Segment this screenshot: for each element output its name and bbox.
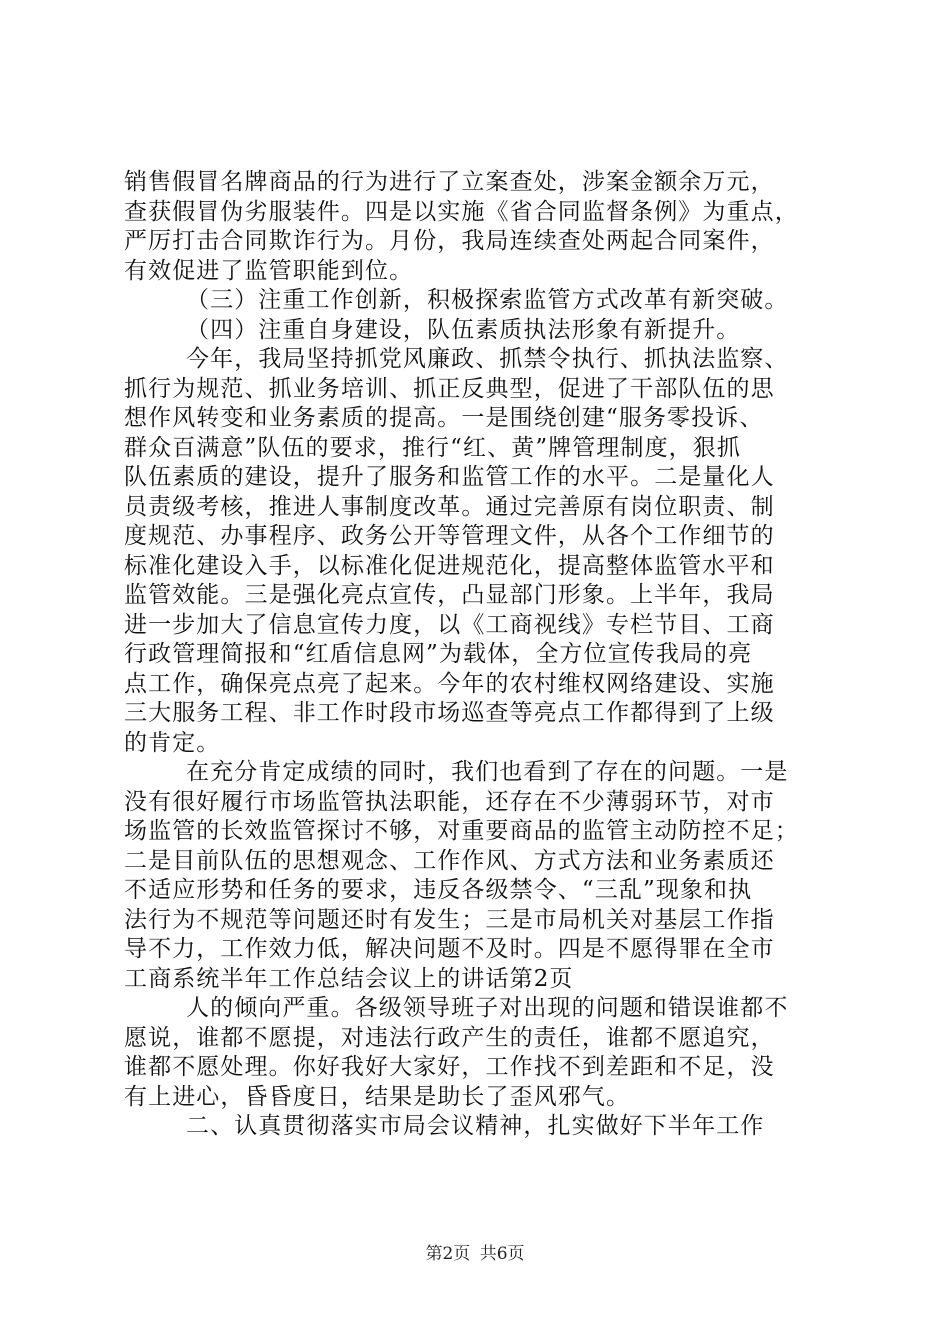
page-number: 第2页 [425, 1244, 471, 1264]
text-line: 进一步加大了信息宣传力度，以《工商视线》专栏节目、工商 [124, 611, 775, 638]
text-line: 有效促进了监管职能到位。 [124, 257, 414, 284]
text-line: 三大服务工程、非工作时段市场巡查等亮点工作都得到了上级 [124, 700, 775, 726]
text-line: （四）注重自身建设，队伍素质执法形象有新提升。 [186, 316, 741, 343]
text-line: 工商系统半年工作总结会议上的讲话第2页 [124, 965, 574, 992]
text-line: 想作风转变和业务素质的提高。一是围绕创建“服务零投诉、 [124, 405, 764, 431]
text-line: 场监管的长效监管探讨不够，对重要商品的监管主动防控不足； [124, 818, 799, 844]
page-footer [0, 1244, 950, 1264]
text-line: 标准化建设入手，以标准化促进规范化，提高整体监管水平和 [124, 552, 775, 579]
text-line: 群众百满意”队伍的要求，推行“红、黄”牌管理制度，狠抓 [124, 434, 741, 461]
text-line: 二是目前队伍的思想观念、工作作风、方式方法和业务素质还 [124, 847, 775, 874]
text-line: 行政管理简报和“红盾信息网”为载体，全方位宣传我局的亮 [124, 641, 753, 667]
text-line: 谁都不愿处理。你好我好大家好，工作找不到差距和不足，没 [124, 1054, 775, 1080]
text-line: 有上进心，昏昏度日，结果是助长了歪风邪气。 [124, 1083, 631, 1110]
section-heading: 二、认真贯彻落实市局会议精神，扎实做好下半年工作 [186, 1113, 765, 1139]
text-line: 的肯定。 [124, 729, 221, 756]
text-line: （三）注重工作创新，积极探索监管方式改革有新突破。 [186, 287, 789, 313]
text-line: 法行为不规范等问题还时有发生；三是市局机关对基层工作指 [124, 906, 775, 933]
text-line: 抓行为规范、抓业务培训、抓正反典型，促进了干部队伍的思 [124, 375, 775, 402]
text-line: 严厉打击合同欺诈行为。月份，我局连续查处两起合同案件， [124, 228, 775, 254]
text-line: 销售假冒名牌商品的行为进行了立案查处，涉案金额余万元， [124, 169, 775, 195]
text-line: 人的倾向严重。各级领导班子对出现的问题和错误谁都不 [186, 995, 789, 1021]
page-total: 共6页 [479, 1244, 525, 1264]
text-line: 导不力，工作效力低，解决问题不及时。四是不愿得罪在全市 [124, 936, 775, 962]
text-line: 愿说，谁都不愿提，对违法行政产生的责任，谁都不愿追究， [124, 1024, 775, 1051]
text-line: 监管效能。三是强化亮点宣传，凸显部门形象。上半年，我局 [124, 582, 775, 608]
text-line: 员责级考核，推进人事制度改革。通过完善原有岗位职责、制 [124, 493, 775, 520]
text-line: 查获假冒伪劣服装件。四是以实施《省合同监督条例》为重点， [124, 198, 799, 225]
text-line: 不适应形势和任务的要求，违反各级禁令、“三乱”现象和执 [124, 877, 753, 903]
text-line: 在充分肯定成绩的同时，我们也看到了存在的问题。一是 [186, 759, 789, 785]
text-line: 没有很好履行市场监管执法职能，还存在不少薄弱环节，对市 [124, 788, 775, 815]
text-line: 点工作，确保亮点亮了起来。今年的农村维权网络建设、实施 [124, 670, 775, 697]
text-line: 今年，我局坚持抓党风廉政、抓禁令执行、抓执法监察、 [186, 346, 789, 372]
text-line: 队伍素质的建设，提升了服务和监管工作的水平。二是量化人 [124, 464, 775, 490]
text-line: 度规范、办事程序、政务公开等管理文件，从各个工作细节的 [124, 523, 775, 549]
document-body [124, 168, 844, 1142]
